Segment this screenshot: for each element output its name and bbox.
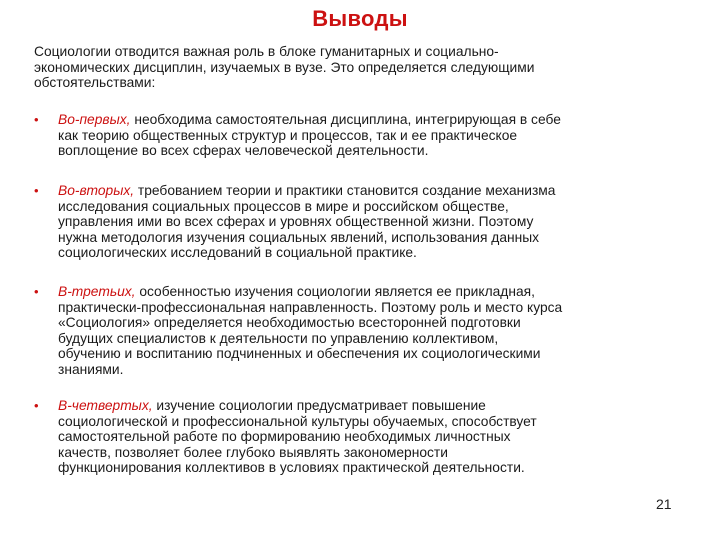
slide-title: Выводы	[312, 6, 408, 31]
list-item-text	[58, 112, 708, 159]
page-number: 21	[656, 496, 672, 512]
list-item-text	[58, 183, 708, 261]
bullet-icon: •	[34, 398, 39, 413]
list-item-body: особенностью изучения социологии является ее прикладная, практически-профессиональная направленность. Поэтому роль и место курса «Социология» определяется необходимостью всесторонней подготовки будущих специалистов к деятельности по управлению коллективом, обучению и воспитанию подчиненных и обеспечения их социологическими знаниями.	[58, 284, 563, 377]
list-item-body: необходима самостоятельная дисциплина, интегрирующая в себе как теорию общественных структур и процессов, так и ее практическое воплощение во всех сферах человеческой деятельности.	[58, 112, 561, 158]
list-item-body: требованием теории и практики становится создание механизма исследования социальных процессов в мире и российском обществе, управления ими во всех сферах и уровнях общественной жизни. Поэтому нужна методология изучения социальных явлений, использования данных социологических исследований в социальной практике.	[58, 183, 556, 260]
bullet-icon: •	[34, 284, 39, 299]
intro-paragraph: Социологии отводится важная роль в блоке гуманитарных и социально- экономических дисциплин, изучаемых в вузе. Это определяется следующими обстоятельствами:	[34, 44, 535, 90]
list-item-lead: Во-первых,	[58, 112, 131, 127]
bullet-icon: •	[34, 183, 39, 198]
list-item-lead: В-третьих,	[58, 284, 136, 299]
list-item-lead: Во-вторых,	[58, 183, 135, 198]
list-item-lead: В-четвертых,	[58, 398, 153, 413]
list-item-text	[58, 284, 708, 377]
bullet-icon: •	[34, 112, 39, 127]
list-item-text	[58, 398, 708, 476]
list-item-body: изучение социологии предусматривает повышение социологической и профессиональной культуры обучаемых, способствует самостоятельной работе по формированию необходимых личностных качеств, позволяет более глубоко выявлять закономерности функционирования коллективов в условиях практической деятельности.	[58, 398, 537, 475]
